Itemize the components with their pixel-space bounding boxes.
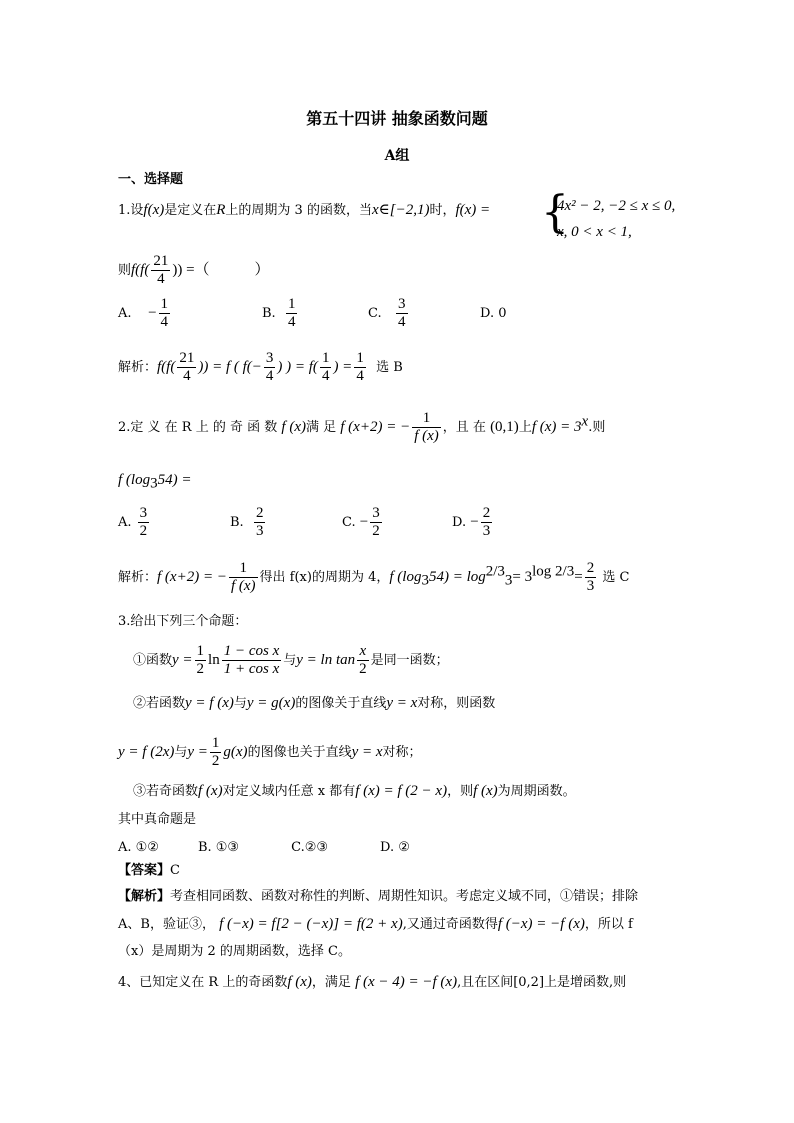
q3-stem: 3.给出下列三个命题：: [118, 614, 248, 629]
q1-option-d: D. 0: [480, 306, 507, 321]
q3-answer: 【答案】C: [118, 863, 180, 878]
q1-solution: 解析：f(f( $\frac{21}{4}$ )) = f ( f(− $\frac{3}{4}$ ) ) = f( $\frac{1}{4}$ ) = $\frac{1}{4}$ 选 B: [118, 350, 403, 384]
q2-option-a: A. $\frac{3}{2}$: [118, 505, 148, 539]
group-heading: A组: [384, 148, 410, 164]
q3-which: 其中真命题是: [118, 812, 197, 827]
q1-ask: 则f(f( $\frac{21}{4}$ )) =（ ）: [118, 253, 270, 287]
q1-case-2: x, 0 < x < 1,: [557, 224, 632, 240]
q3-explanation-line3: （x）是周期为 2 的周期函数，选择 C。: [118, 944, 351, 959]
q1-case-1: 4x² − 2, −2 ≤ x ≤ 0,: [557, 198, 676, 214]
section-heading: 一、选择题: [118, 172, 184, 187]
q3-explanation-line2: A、B，验证③， f (−x) = f[2 − (−x)] = f(2 + x),又通过奇函数得f (−x) = −f (x)，所以 f: [118, 916, 633, 932]
q3-proposition-2-line2: y = f (2x)与y = $\frac{1}{2}$ g(x)的图像也关于直线y = x对称；: [118, 735, 422, 769]
q1-stem: 1.设f(x)是定义在R上的周期为 3 的函数，当x∈[−2,1)时，f(x) =: [118, 202, 491, 218]
q3-proposition-1: ①函数y = $\frac{1}{2}$ ln $\frac{\text{1 − cos x}}{\text{1 + cos x}}$ 与y = ln tan $\frac{x}{2}$ 是同一函数；: [133, 643, 449, 677]
q2-stem: 2.定 义 在 R 上 的 奇 函 数 f (x)满 足 f (x+2) = − $\frac{1}{f (x)}$ ，且 在 (0,1)上f $(x) = 3^x$.则: [118, 410, 606, 444]
q1-option-b: B. $\frac{1}{4}$: [262, 296, 296, 330]
q1-option-c: C. $\frac{3}{4}$: [368, 296, 406, 330]
q2-solution: 解析：f (x+2) = − $\frac{1}{f (x)}$ 得出 f(x)的周期为 4，f $(\log_354) = \log^{2/3}_3= 3^{log 2/3}=$ $\frac{2}{3}$ 选 C: [118, 560, 630, 594]
q4-stem: 4、已知定义在 R 上的奇函数f (x)，满足 f (x − 4) = −f (x),且在区间[0,2]上是增函数,则: [118, 974, 627, 990]
q1-piecewise-brace: {: [541, 187, 569, 238]
q2-option-c: C. − $\frac{3}{2}$: [342, 505, 380, 539]
q2-option-b: B. $\frac{2}{3}$: [230, 505, 264, 539]
q2-option-d: D. − $\frac{2}{3}$: [452, 505, 491, 539]
q3-options: A. ①② B. ①③ C.②③ D. ②: [118, 840, 410, 855]
q3-explanation-line1: 【解析】考查相同函数、函数对称性的判断、周期性知识。考虑定义域不同，①错误；排除: [118, 889, 639, 904]
page-title: 第五十四讲 抽象函数问题: [306, 109, 488, 128]
q1-option-a: A. − $\frac{1}{4}$: [118, 296, 169, 330]
q2-ask: f $(\log_354)$ =: [118, 472, 192, 492]
q3-proposition-2-line1: ②若函数y = f (x)与y = g(x)的图像关于直线y = x对称，则函数: [133, 695, 496, 711]
q3-proposition-3: ③若奇函数f (x)对定义域内任意 x 都有f (x) = f (2 − x)，则f (x)为周期函数。: [133, 783, 576, 799]
